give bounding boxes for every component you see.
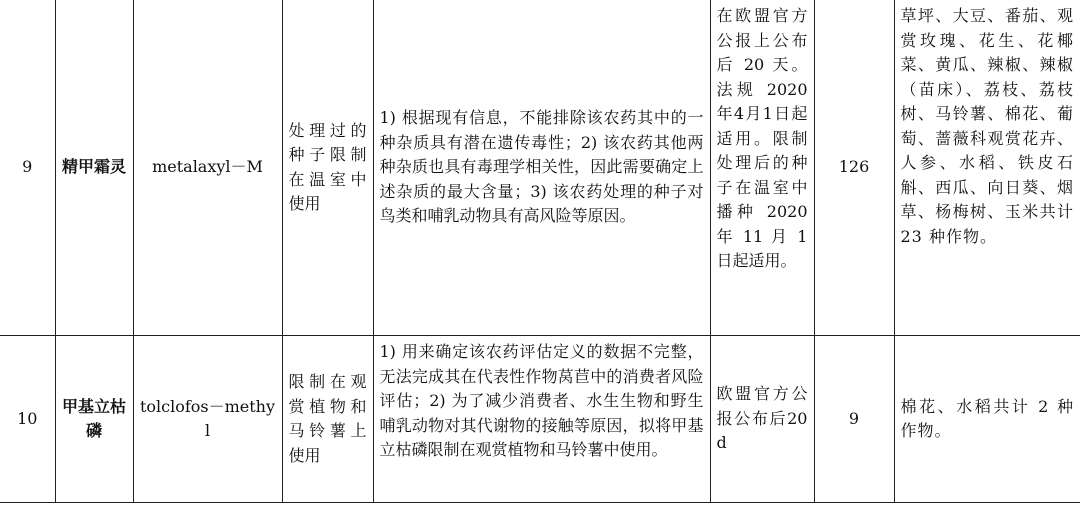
reason-cell: 1) 用来确定该农药评估定义的数据不完整，无法完成其在代表性作物莴苣中的消费者风险评估；2) 为了减少消费者、水生生物和野生哺乳动物对其代谢物的接触等原因，拟将甲基立枯磷限制在观赏植物和马铃薯中使用。 bbox=[373, 336, 710, 503]
registration-count: 126 bbox=[814, 0, 894, 336]
pesticide-name-en: tolclofos－methyl bbox=[133, 336, 282, 503]
reason-cell: 1) 根据现有信息，不能排除该农药其中的一种杂质具有潜在遗传毒性；2) 该农药其他两种杂质也具有毒理学相关性，因此需要确定上述杂质的最大含量；3) 该农药处理的种子对鸟类和哺乳动物具有高风险等原因。 bbox=[373, 0, 710, 336]
row-number: 9 bbox=[0, 0, 55, 336]
restriction-cell: 处理过的种子限制在温室中使用 bbox=[282, 0, 373, 336]
row-number: 10 bbox=[0, 336, 55, 503]
crops-cell: 草坪、大豆、番茄、观赏玫瑰、花生、花椰菜、黄瓜、辣椒、辣椒（苗床）、荔枝、荔枝树、马铃薯、棉花、葡萄、蔷薇科观赏花卉、人参、水稻、铁皮石斛、西瓜、向日葵、烟草、杨梅树、玉米共计 23 种作物。 bbox=[894, 0, 1080, 336]
pesticide-name-cn: 甲基立枯磷 bbox=[55, 336, 133, 503]
effective-date-cell: 欧盟官方公报公布后20d bbox=[710, 336, 814, 503]
pesticide-name-en: metalaxyl－M bbox=[133, 0, 282, 336]
effective-date-cell: 在欧盟官方公报上公布后 20 天。法规 2020 年4月1日起适用。限制处理后的种子在温室中播种 2020 年 11 月 1 日起适用。 bbox=[710, 0, 814, 336]
restriction-cell: 限制在观赏植物和马铃薯上使用 bbox=[282, 336, 373, 503]
table-row bbox=[0, 336, 1080, 503]
crops-cell: 棉花、水稻共计 2 种作物。 bbox=[894, 336, 1080, 503]
pesticide-name-cn: 精甲霜灵 bbox=[55, 0, 133, 336]
registration-count: 9 bbox=[814, 336, 894, 503]
